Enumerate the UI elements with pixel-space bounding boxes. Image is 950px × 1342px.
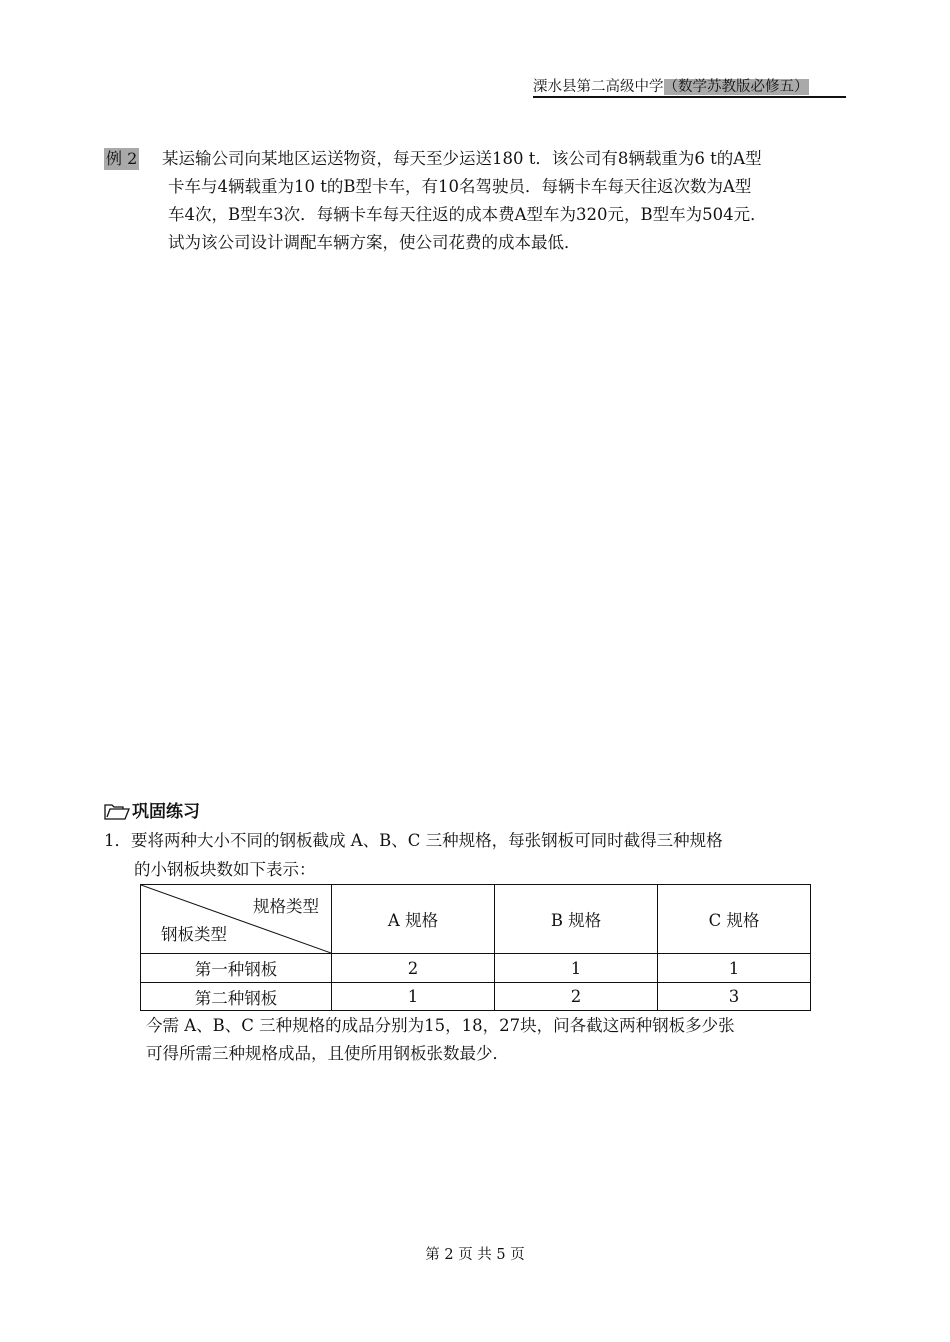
table-cell: 3 (658, 983, 811, 1011)
table-cell: 2 (495, 983, 658, 1011)
table-cell: 1 (495, 954, 658, 983)
question-1-continued (146, 1012, 866, 1068)
example-tag: 例 2 (106, 149, 138, 168)
table-cell: 1 (332, 983, 495, 1011)
q1-line-1: 1．要将两种大小不同的钢板截成 A、B、C 三种规格，每张钢板可同时截得三种规格 (104, 831, 723, 850)
example-line-2: 卡车与4辆载重为10 t的B型卡车，有10名驾驶员．每辆卡车每天往返次数为A型 (168, 177, 752, 196)
table-header-row (141, 885, 811, 954)
row-label: 第一种钢板 (141, 954, 332, 983)
row-label: 第二种钢板 (141, 983, 332, 1011)
corner-bottom-label: 钢板类型 (161, 925, 227, 944)
corner-top-label: 规格类型 (253, 897, 319, 916)
practice-title: 巩固练习 (132, 802, 200, 822)
table-header-b: B 规格 (495, 885, 658, 954)
table-row (141, 983, 811, 1011)
page-footer: 第 2 页 共 5 页 (425, 1247, 525, 1263)
example-2 (104, 145, 864, 257)
header-school: 溧水县第二高级中学 (533, 79, 664, 95)
example-line-3: 车4次，B型车3次．每辆卡车每天往返的成本费A型车为320元，B型车为504元． (168, 205, 767, 224)
table-row (141, 954, 811, 983)
table-header-a: A 规格 (332, 885, 495, 954)
example-line-1: 某运输公司向某地区运送物资，每天至少运送180 t．该公司有8辆载重为6 t的A型 (162, 149, 762, 168)
folder-icon (104, 803, 130, 821)
table-corner-cell (141, 885, 332, 954)
q1-line-4: 可得所需三种规格成品，且使所用钢板张数最少． (146, 1044, 509, 1063)
table-cell: 1 (658, 954, 811, 983)
q1-line-2: 的小钢板块数如下表示： (134, 860, 316, 879)
example-line-4: 试为该公司设计调配车辆方案，使公司花费的成本最低． (168, 233, 581, 252)
question-1 (104, 826, 864, 884)
table-cell: 2 (332, 954, 495, 983)
page-header (533, 78, 846, 98)
practice-section-title (104, 800, 200, 824)
spec-table (140, 884, 811, 1011)
q1-line-3: 今需 A、B、C 三种规格的成品分别为15，18，27块，问各截这两种钢板多少张 (146, 1016, 735, 1035)
table-header-c: C 规格 (658, 885, 811, 954)
header-edition: （数学苏教版必修五） (663, 79, 809, 95)
